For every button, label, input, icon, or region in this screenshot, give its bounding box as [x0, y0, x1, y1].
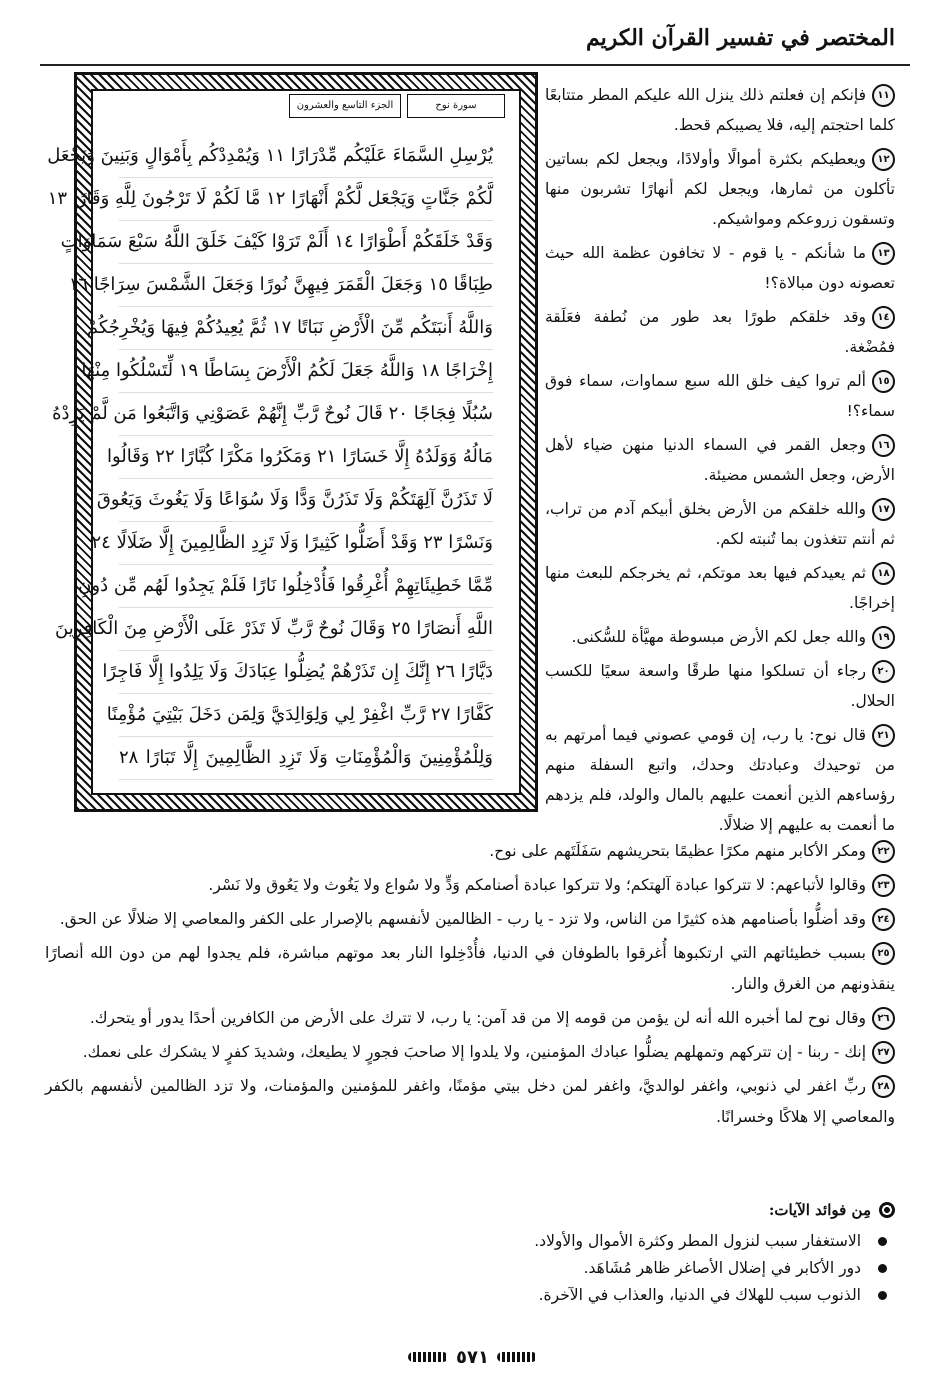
quran-line: طِبَاقًا ١٥ وَجَعَلَ الْقَمَرَ فِيهِنَّ نُورًا وَجَعَلَ الشَّمْسَ سِرَاجًا ١٦: [119, 264, 493, 307]
tafsir-text: وقد خلقكم طورًا بعد طور من نُطفة فعَلَقة فمُضْغة.: [545, 308, 895, 356]
tafsir-text: والله جعل لكم الأرض مبسوطة مهيَّأة للسُّكنى.: [571, 628, 866, 646]
tafsir-paragraph: [545, 302, 895, 362]
tafsir-text: رجاء أن تسلكوا منها طرقًا واسعة سعيًا للكسب الحلال.: [545, 662, 895, 710]
juz-label: الجزء التاسع والعشرون: [289, 94, 401, 118]
tafsir-text: ويعطيكم بكثرة أموالًا وأولادًا، ويجعل لكم بساتين تأكلون من ثمارها، ويجعل لكم أنهارًا تشربون منها وتسقون زروعكم ومواشيكم.: [545, 150, 895, 228]
benefits-heading: [45, 1198, 895, 1222]
quran-line: وَاللَّهُ أَنبَتَكُم مِّنَ الْأَرْضِ نَبَاتًا ١٧ ثُمَّ يُعِيدُكُمْ فِيهَا وَيُخْرِجُكُمْ: [119, 307, 493, 350]
quran-line: سُبُلًا فِجَاجًا ٢٠ قَالَ نُوحٌ رَّبِّ إِنَّهُمْ عَصَوْنِي وَاتَّبَعُوا مَن لَّمْ يَزِدْهُ: [119, 393, 493, 436]
quran-line: دَيَّارًا ٢٦ إِنَّكَ إِن تَذَرْهُمْ يُضِلُّوا عِبَادَكَ وَلَا يَلِدُوا إِلَّا فَاجِرًا: [119, 651, 493, 694]
verse-number-badge: ٢٥: [872, 942, 895, 965]
tafsir-paragraph: [45, 904, 895, 935]
tafsir-right-column: [545, 80, 895, 844]
benefit-item: [45, 1228, 895, 1255]
tafsir-text: ومكر الأكابر منهم مكرًا عظيمًا بتحريشهم سَفَلَتَهم على نوح.: [489, 842, 866, 860]
tafsir-paragraph: [545, 80, 895, 140]
flower-ornament-icon: [879, 1202, 895, 1218]
tafsir-paragraph: [545, 720, 895, 840]
quran-line: وَنَسْرًا ٢٣ وَقَدْ أَضَلُّوا كَثِيرًا وَلَا تَزِدِ الظَّالِمِينَ إِلَّا ضَلَالًا ٢٤: [119, 522, 493, 565]
quran-line: كَفَّارًا ٢٧ رَّبِّ اغْفِرْ لِي وَلِوَالِدَيَّ وَلِمَن دَخَلَ بَيْتِيَ مُؤْمِنًا: [119, 694, 493, 737]
tafsir-paragraph: [545, 494, 895, 554]
verse-number-badge: ٢٣: [872, 874, 895, 897]
verse-number-badge: ١٢: [872, 148, 895, 171]
quran-line: اللَّهِ أَنصَارًا ٢٥ وَقَالَ نُوحٌ رَّبِّ لَا تَذَرْ عَلَى الْأَرْضِ مِنَ الْكَافِرِينَ: [119, 608, 493, 651]
tafsir-paragraph: [45, 836, 895, 867]
benefits-title: مِن فوائد الآيات:: [768, 1201, 871, 1219]
book-title: المختصر في تفسير القرآن الكريم: [586, 25, 895, 51]
verse-number-badge: ٢٠: [872, 660, 895, 683]
verse-number-badge: ١٣: [872, 242, 895, 265]
tafsir-text: ما شأنكم - يا قوم - لا تخافون عظمة الله حيث تعصونه دون مبالاة؟!: [545, 244, 895, 292]
tafsir-paragraph: [545, 430, 895, 490]
tafsir-text: إنك - ربنا - إن تتركهم وتمهلهم يضلُّوا عبادك المؤمنين، ولا يلدوا إلا صاحبَ فجورٍ لا يطيعك، وشديدَ كفرٍ لا يشكرك على نعمك.: [82, 1043, 866, 1061]
tafsir-paragraph: [45, 1071, 895, 1133]
quran-line: لَا تَذَرُنَّ آلِهَتَكُمْ وَلَا تَذَرُنَّ وَدًّا وَلَا سُوَاعًا وَلَا يَغُوثَ وَيَعُوقَ: [119, 479, 493, 522]
tafsir-paragraph: [45, 1003, 895, 1034]
verse-number-badge: ٢٦: [872, 1007, 895, 1030]
bullet-icon: [878, 1237, 887, 1246]
benefit-item: [45, 1255, 895, 1282]
tafsir-text: بسبب خطيئاتهم التي ارتكبوها أُغرقوا بالطوفان في الدنيا، فأُدْخِلوا النار بعد موتهم مباشرة، فلم يجدوا لهم من دون الله أنصارًا ينقذونهم من الغرق والنار.: [45, 944, 895, 993]
quran-line: وَقَدْ خَلَقَكُمْ أَطْوَارًا ١٤ أَلَمْ تَرَوْا كَيْفَ خَلَقَ اللَّهُ سَبْعَ سَمَاوَاتٍ: [119, 221, 493, 264]
quran-line: مِّمَّا خَطِيئَاتِهِمْ أُغْرِقُوا فَأُدْخِلُوا نَارًا فَلَمْ يَجِدُوا لَهُم مِّن دُونِ: [119, 565, 493, 608]
tafsir-paragraph: [545, 144, 895, 234]
tafsir-paragraph: [45, 1037, 895, 1068]
tafsir-paragraph: [45, 938, 895, 1000]
tafsir-text: والله خلقكم من الأرض بخلق أبيكم آدم من تراب، ثم أنتم تتغذون بما تُنبته لكم.: [545, 500, 895, 548]
tafsir-text: وجعل القمر في السماء الدنيا منهن ضياء لأهل الأرض، وجعل الشمس مضيئة.: [545, 436, 895, 484]
page-footer: [0, 1343, 945, 1371]
benefit-text: الذنوب سبب للهلاك في الدنيا، والعذاب في الآخرة.: [538, 1286, 861, 1304]
header-rule: [40, 64, 910, 66]
bullet-icon: [878, 1264, 887, 1273]
verse-number-badge: ١١: [872, 84, 895, 107]
benefit-text: الاستغفار سبب لنزول المطر وكثرة الأموال والأولاد.: [534, 1232, 861, 1250]
verse-number-badge: ٢٧: [872, 1041, 895, 1064]
tafsir-paragraph: [545, 238, 895, 298]
surah-label: سورة نوح: [407, 94, 505, 118]
quran-frame: [47, 72, 538, 812]
verse-number-badge: ١٤: [872, 306, 895, 329]
verse-number-badge: ١٧: [872, 498, 895, 521]
quran-line: مَالُهُ وَوَلَدُهُ إِلَّا خَسَارًا ٢١ وَمَكَرُوا مَكْرًا كُبَّارًا ٢٢ وَقَالُوا: [119, 436, 493, 479]
verse-number-badge: ٢١: [872, 724, 895, 747]
tafsir-text: وقالوا لأتباعهم: لا تتركوا عبادة آلهتكم؛ ولا تتركوا عبادة أصنامكم وَدٍّ ولا سُواع ولا يَغُوث ولا يَعُوق ولا نَسْر.: [208, 876, 866, 894]
quran-line: وَلِلْمُؤْمِنِينَ وَالْمُؤْمِنَاتِ وَلَا تَزِدِ الظَّالِمِينَ إِلَّا تَبَارًا ٢٨: [119, 737, 493, 780]
tafsir-text: وقال نوح لما أخبره الله أنه لن يؤمن من قومه إلا من قد آمن: يا رب، لا تترك على الأرض من الكافرين أحدًا يدور أو يتحرك.: [89, 1009, 866, 1027]
quran-lines: [47, 135, 493, 780]
tafsir-text: قال نوح: يا رب، إن قومي عصوني فيما أمرتهم به من توحيدك وعبادتك وحدك، واتبع السفلة منهم رؤساءهم الذين أنعمت عليهم بالمال والولد، فلم يزدهم ما أنعمت به عليهم إلا ضلالًا.: [545, 726, 895, 834]
verse-number-badge: ١٦: [872, 434, 895, 457]
page-number: ٥٧١: [456, 1346, 489, 1368]
verse-number-badge: ١٥: [872, 370, 895, 393]
verse-number-badge: ٢٤: [872, 908, 895, 931]
quran-line: يُرْسِلِ السَّمَاءَ عَلَيْكُم مِّدْرَارًا ١١ وَيُمْدِدْكُم بِأَمْوَالٍ وَبَنِينَ وَيَجْعَل: [119, 135, 493, 178]
tafsir-full-width: [45, 836, 895, 1136]
tafsir-text: ثم يعيدكم فيها بعد موتكم، ثم يخرجكم للبعث منها إخراجًا.: [545, 564, 895, 612]
verse-number-badge: ٢٢: [872, 840, 895, 863]
tafsir-paragraph: [545, 366, 895, 426]
benefits-list: [45, 1228, 895, 1309]
benefit-text: دور الأكابر في إضلال الأصاغر ظاهر مُشَاهَد.: [583, 1259, 861, 1277]
tafsir-paragraph: [545, 558, 895, 618]
benefits-section: [45, 1198, 895, 1309]
bullet-icon: [878, 1291, 887, 1300]
tafsir-paragraph: [45, 870, 895, 901]
quran-line: لَّكُمْ جَنَّاتٍ وَيَجْعَل لَّكُمْ أَنْهَارًا ١٢ مَّا لَكُمْ لَا تَرْجُونَ لِلَّهِ وَقَارًا ١٣: [119, 178, 493, 221]
tafsir-text: ألم تروا كيف خلق الله سبع سماوات، سماء فوق سماء؟!: [545, 372, 895, 420]
quran-text-panel: [47, 89, 521, 795]
verse-number-badge: ١٩: [872, 626, 895, 649]
tafsir-text: ربِّ اغفر لي ذنوبي، واغفر لوالديَّ، واغفر لمن دخل بيتي مؤمنًا، واغفر للمؤمنين والمؤمنات، ولا تزد الظالمين لأنفسهم بالكفر والمعاصي إلا هلاكًا وخسرانًا.: [45, 1077, 895, 1126]
tafsir-text: وقد أضلُّوا بأصنامهم هذه كثيرًا من الناس، ولا تزد - يا رب - الظالمين لأنفسهم بالإصرار على الكفر والمعاصي إلا ضلالًا عن الحق.: [59, 910, 866, 928]
tafsir-paragraph: [545, 656, 895, 716]
footer-ornament-icon: [408, 1352, 448, 1362]
verse-number-badge: ٢٨: [872, 1075, 895, 1098]
verse-number-badge: ١٨: [872, 562, 895, 585]
tafsir-paragraph: [545, 622, 895, 652]
quran-line: إِخْرَاجًا ١٨ وَاللَّهُ جَعَلَ لَكُمُ الْأَرْضَ بِسَاطًا ١٩ لِّتَسْلُكُوا مِنْهَا: [119, 350, 493, 393]
footer-ornament-icon: [497, 1352, 537, 1362]
benefit-item: [45, 1282, 895, 1309]
tafsir-text: فإنكم إن فعلتم ذلك ينزل الله عليكم المطر متتابعًا كلما احتجتم إليه، فلا يصيبكم قحط.: [545, 86, 895, 134]
